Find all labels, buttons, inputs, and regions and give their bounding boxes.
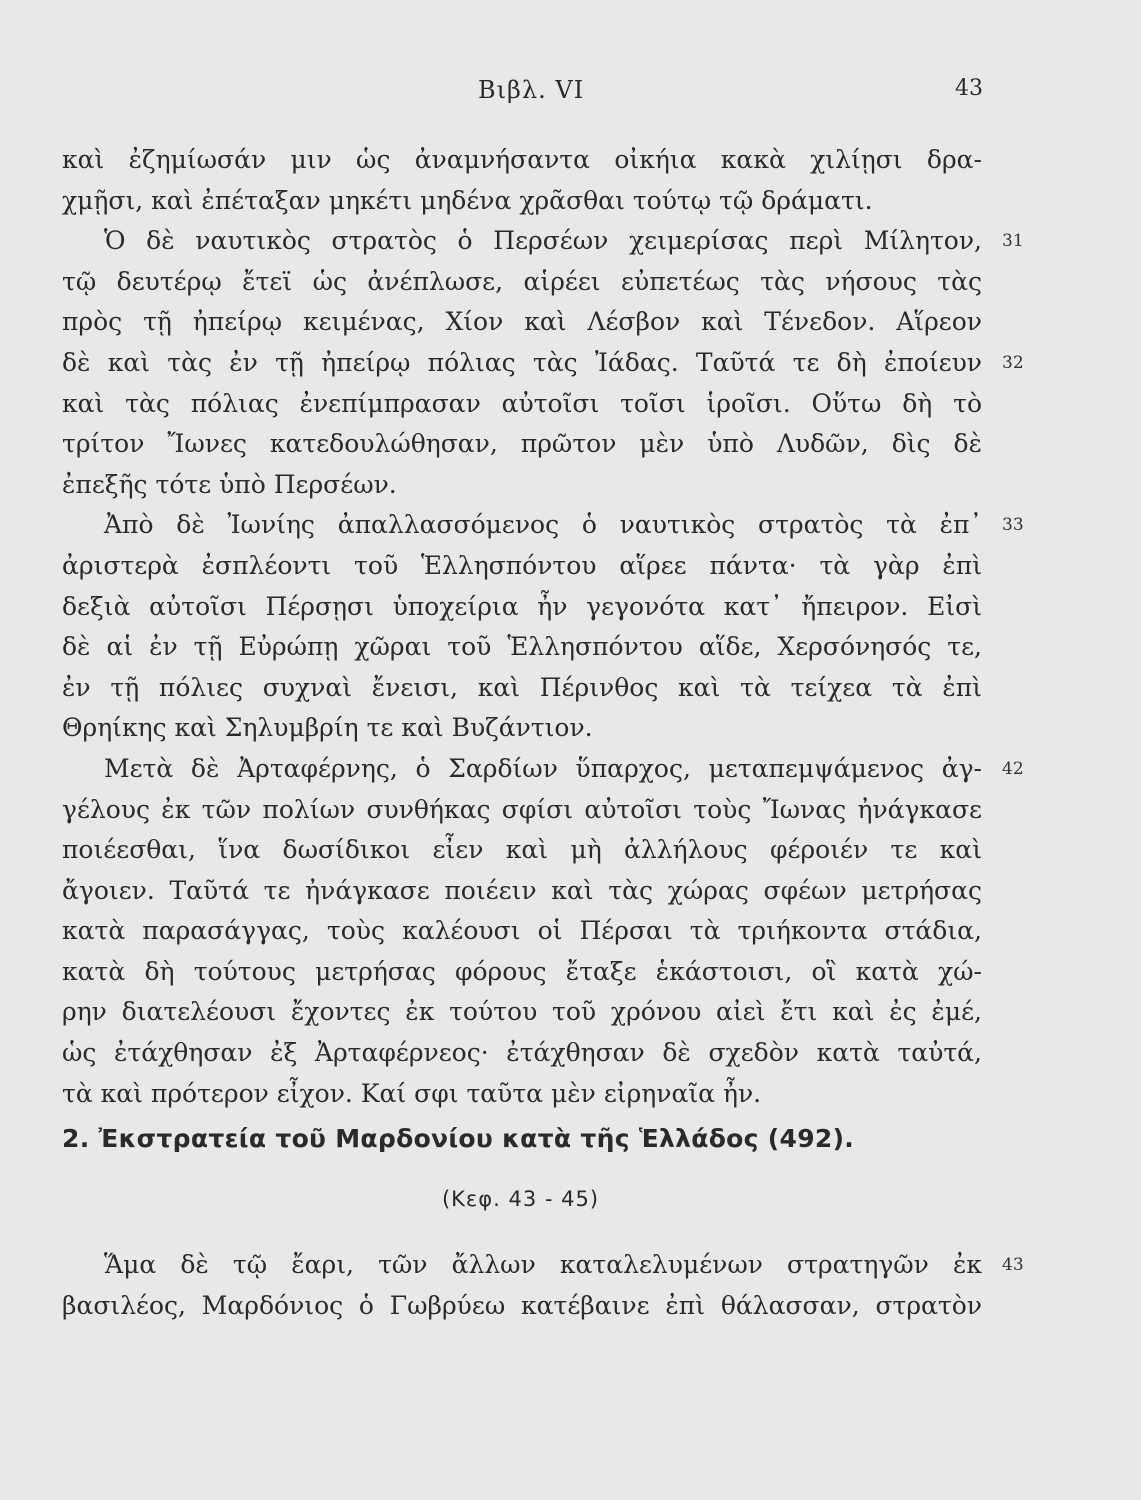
text-line: Ὁ δὲ ναυτικὸς στρατὸς ὁ Περσέων χειμερίσας περὶ Μίλητον, 31 bbox=[62, 221, 982, 262]
text-line: ἐπεξῆς τότε ὑπὸ Περσέων. bbox=[62, 469, 397, 499]
text-line: ρην διατελέουσι ἔχοντες ἐκ τούτου τοῦ χρόνου αἰεὶ ἔτι καὶ ἐς ἐμέ, bbox=[62, 997, 982, 1027]
text-line: δὲ καὶ τὰς ἐν τῇ ἠπείρῳ πόλιας τὰς Ἰάδας. Ταῦτά τε δὴ ἐποίευν 32 bbox=[62, 343, 982, 384]
chapter-margin-number: 43 bbox=[1002, 1255, 1024, 1275]
text-body-top bbox=[62, 140, 1024, 1114]
text-line: Μετὰ δὲ Ἀρταφέρνης, ὁ Σαρδίων ὕπαρχος, μεταπεμψάμενος ἀγ- 42 bbox=[62, 749, 982, 790]
text-line: καὶ ἐζημίωσάν μιν ὡς ἀναμνήσαντα οἰκήια κακὰ χιλίῃσι δρα- bbox=[62, 145, 982, 174]
text-line: κατὰ παρασάγγας, τοὺς καλέουσι οἱ Πέρσαι τὰ τριήκοντα στάδια, bbox=[62, 916, 982, 946]
chapter-margin-number: 42 bbox=[1002, 758, 1024, 779]
running-title: Βιβλ. VI bbox=[478, 76, 585, 104]
text-line: πρὸς τῇ ἠπείρῳ κειμένας, Χίον καὶ Λέσβον καὶ Τένεδον. Αἵρεον bbox=[62, 307, 982, 337]
text-line: καὶ τὰς πόλιας ἐνεπίμπρασαν αὐτοῖσι τοῖσι ἱροῖσι. Οὕτω δὴ τὸ bbox=[62, 388, 982, 418]
text-line: βασιλέος, Μαρδόνιος ὁ Γωβρύεω κατέβαινε ἐπὶ θάλασσαν, στρατὸν bbox=[62, 1290, 982, 1320]
text-line: Θρηίκης καὶ Σηλυμβρίη τε καὶ Βυζάντιον. bbox=[62, 713, 593, 743]
chapter-margin-number: 33 bbox=[1002, 515, 1024, 536]
text-body-bottom bbox=[62, 1245, 1024, 1326]
chapter-reference: (Κεφ. 43 - 45) bbox=[441, 1187, 600, 1211]
section-heading: 2. Ἐκστρατεία τοῦ Μαρδονίου κατὰ τῆς Ἑλλάδος (492). bbox=[62, 1124, 855, 1153]
chapter-margin-number: 32 bbox=[1002, 352, 1024, 373]
page-number: 43 bbox=[955, 76, 983, 101]
text-line: Ἀπὸ δὲ Ἰωνίης ἀπαλλασσόμενος ὁ ναυτικὸς στρατὸς τὰ ἐπ᾽ 33 bbox=[62, 505, 982, 546]
text-line: δὲ αἱ ἐν τῇ Εὐρώπῃ χῶραι τοῦ Ἑλλησπόντου αἵδε, Χερσόνησός τε, bbox=[62, 632, 982, 662]
text-line: χμῇσι, καὶ ἐπέταξαν μηκέτι μηδένα χρᾶσθαι τούτῳ τῷ δράματι. bbox=[62, 185, 873, 215]
text-line: γέλους ἐκ τῶν πολίων συνθήκας σφίσι αὐτοῖσι τοὺς Ἴωνας ἠνάγκασε bbox=[62, 794, 982, 824]
text-line: ἀριστερὰ ἐσπλέοντι τοῦ Ἑλλησπόντου αἵρεε πάντα· τὰ γὰρ ἐπὶ bbox=[62, 550, 982, 580]
text-line: Ἅμα δὲ τῷ ἔαρι, τῶν ἄλλων καταλελυμένων στρατηγῶν ἐκ 43 bbox=[62, 1245, 982, 1286]
running-header bbox=[0, 76, 1141, 116]
text-line: δεξιὰ αὐτοῖσι Πέρσῃσι ὑποχείρια ἦν γεγονότα κατ᾽ ἤπειρον. Εἰσὶ bbox=[62, 591, 982, 621]
text-line: κατὰ δὴ τούτους μετρήσας φόρους ἔταξε ἑκάστοισι, οἳ κατὰ χώ- bbox=[62, 956, 982, 986]
text-line: τρίτον Ἴωνες κατεδουλώθησαν, πρῶτον μὲν ὑπὸ Λυδῶν, δὶς δὲ bbox=[62, 429, 982, 459]
text-line: ἐν τῇ πόλιες συχναὶ ἔνεισι, καὶ Πέρινθος καὶ τὰ τείχεα τὰ ἐπὶ bbox=[62, 672, 982, 702]
text-line: ποιέεσθαι, ἵνα δωσίδικοι εἶεν καὶ μὴ ἀλλήλους φέροιέν τε καὶ bbox=[62, 835, 982, 865]
text-line: τῷ δευτέρῳ ἔτεϊ ὡς ἀνέπλωσε, αἱρέει εὐπετέως τὰς νήσους τὰς bbox=[62, 266, 982, 296]
chapter-margin-number: 31 bbox=[1002, 231, 1024, 252]
text-line: ὡς ἐτάχθησαν ἐξ Ἀρταφέρνεος· ἐτάχθησαν δὲ σχεδὸν κατὰ ταὐτά, bbox=[62, 1038, 982, 1068]
text-line: ἄγοιεν. Ταῦτά τε ἠνάγκασε ποιέειν καὶ τὰς χώρας σφέων μετρήσας bbox=[62, 875, 982, 905]
text-line: τὰ καὶ πρότερον εἶχον. Καί σφι ταῦτα μὲν εἰρηναῖα ἦν. bbox=[62, 1078, 762, 1108]
